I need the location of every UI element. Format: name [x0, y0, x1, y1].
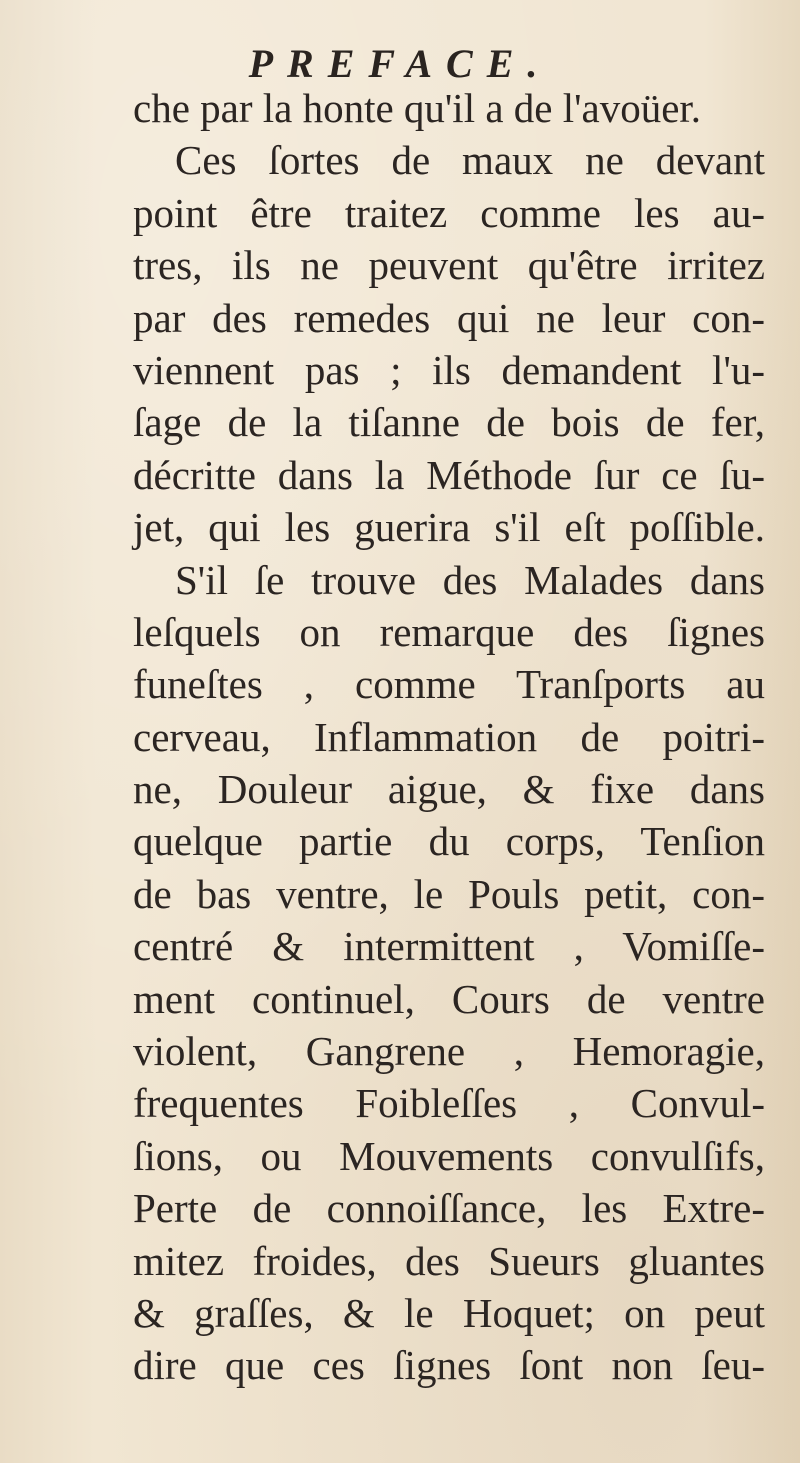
- text-line: & graſſes, & le Hoquet; on peut: [133, 1289, 765, 1336]
- text-line: cerveau, Inflammation de poitri-: [133, 713, 765, 760]
- text-line: Ces ſortes de maux ne devant: [175, 137, 765, 184]
- text-line: funeſtes , comme Tranſports au: [133, 661, 765, 708]
- text-line: violent, Gangrene , Hemoragie,: [133, 1028, 765, 1075]
- text-line: jet, qui les guerira s'il eſt poſſible.: [133, 504, 765, 551]
- text-line: ſage de la tiſanne de bois de fer,: [133, 399, 765, 446]
- text-line: che par la honte qu'il a de l'avoüer.: [133, 85, 702, 131]
- text-line: point être traitez comme les au-: [133, 189, 765, 236]
- text-line: par des remedes qui ne leur con-: [133, 294, 765, 341]
- text-line: S'il ſe trouve des Malades dans: [175, 556, 765, 603]
- text-line: de bas ventre, le Pouls petit, con-: [133, 870, 765, 917]
- text-line: ſions, ou Mouvements convulſifs,: [133, 1132, 765, 1179]
- text-line: centré & intermittent , Vomiſſe-: [133, 923, 765, 970]
- text-line: ne, Douleur aigue, & fixe dans: [133, 766, 765, 813]
- text-line: tres, ils ne peuvent qu'être irritez: [133, 242, 765, 289]
- text-line: leſquels on remarque des ſignes: [133, 608, 765, 655]
- text-line: ment continuel, Cours de ventre: [133, 975, 765, 1022]
- text-line: décritte dans la Méthode ſur ce ſu-: [133, 451, 765, 498]
- text-line: quelque partie du corps, Tenſion: [133, 818, 765, 865]
- text-line: Perte de connoiſſance, les Extre-: [133, 1185, 765, 1232]
- body-text: [133, 82, 765, 1392]
- text-line: mitez froides, des Sueurs gluantes: [133, 1237, 765, 1284]
- running-head: PREFACE.: [248, 41, 552, 86]
- text-line: frequentes Foibleſſes , Convul-: [133, 1080, 765, 1127]
- text-line: dire que ces ſignes ſont non ſeu-: [133, 1342, 765, 1389]
- text-line: viennent pas ; ils demandent l'u-: [133, 346, 765, 393]
